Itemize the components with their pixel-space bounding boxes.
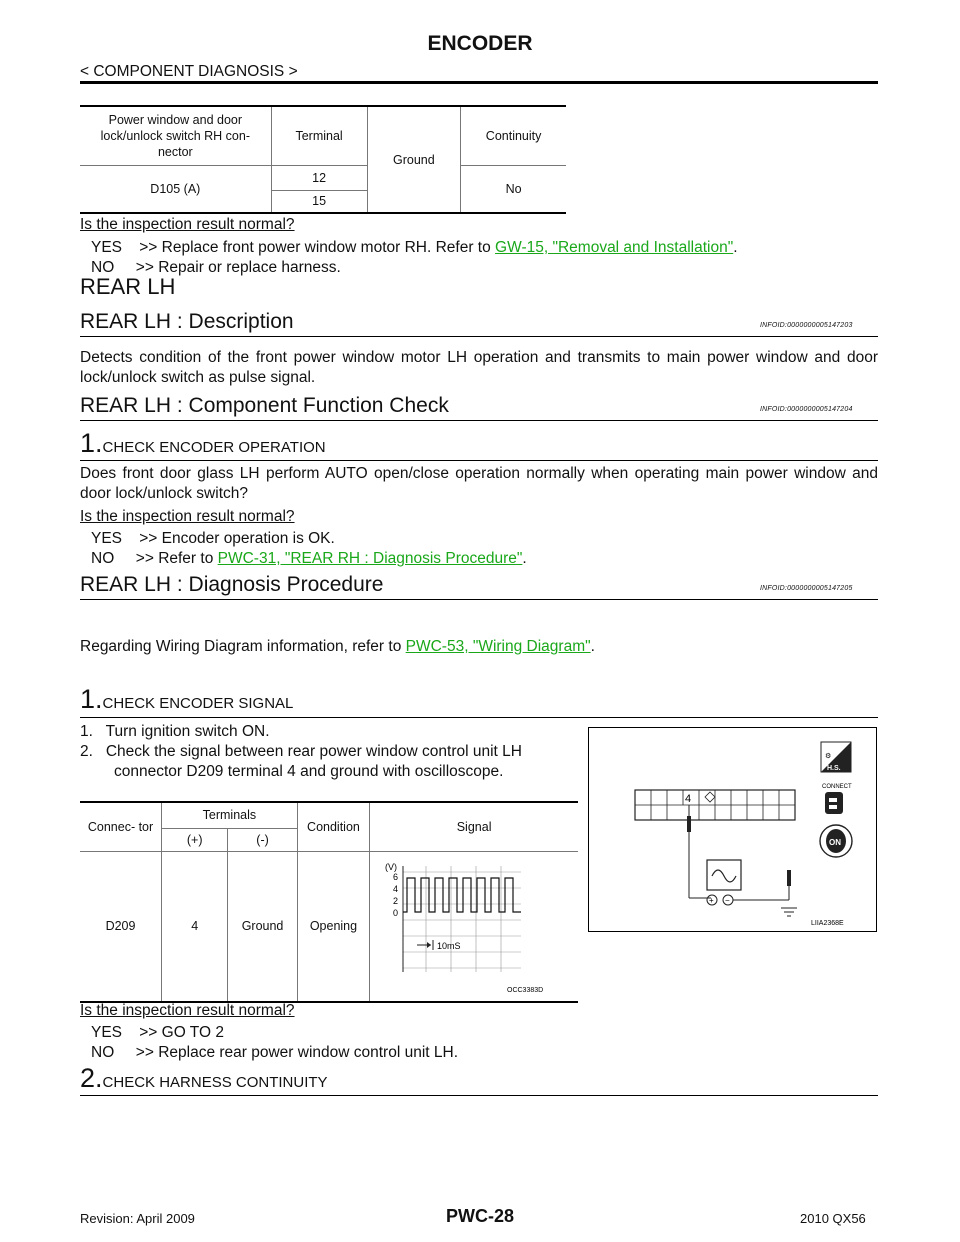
hs-icon xyxy=(821,742,851,772)
answer-no: NO >> Refer to PWC-31, "REAR RH : Diagnosis Procedure". xyxy=(91,550,527,567)
answer-yes: YES >> Encoder operation is OK. xyxy=(91,530,335,547)
divider xyxy=(80,336,878,337)
signal-header-minus: (-) xyxy=(228,828,297,851)
table-cell-connector: D105 (A) xyxy=(80,165,271,212)
table-header-terminal: Terminal xyxy=(271,107,367,165)
description-heading: REAR LH : Description xyxy=(80,310,294,333)
page-number: PWC-28 xyxy=(445,1206,514,1226)
divider xyxy=(80,420,878,421)
answer-no: NO >> Repair or replace harness. xyxy=(91,259,341,276)
header-rule xyxy=(80,81,878,84)
wave-time: 10mS xyxy=(437,940,461,951)
procedure-item-2-cont: connector D209 terminal 4 and ground with oscilloscope. xyxy=(114,763,504,780)
inspection-question: Is the inspection result normal? xyxy=(80,508,295,525)
svg-text:H.S.: H.S. xyxy=(827,765,841,772)
table-header-connector: Power window and door lock/unlock switch RH con- nector xyxy=(100,112,250,159)
oscilloscope-diagram xyxy=(589,728,876,931)
wave-unit: (V) xyxy=(385,861,398,872)
svg-text:CONNECT: CONNECT xyxy=(822,784,852,790)
procedure-item-2: 2. Check the signal between rear power window control unit LH xyxy=(80,743,522,760)
pin-label: 4 xyxy=(685,793,692,805)
page-title: ENCODER xyxy=(427,32,533,55)
signal-header-connector: Connec- tor xyxy=(87,819,154,834)
section-heading: REAR LH xyxy=(80,274,176,299)
table-cell-terminal: 15 xyxy=(271,190,367,212)
step-1-heading: 1.CHECK ENCODER OPERATION xyxy=(80,428,326,458)
figure-code: LIIA2368E xyxy=(811,920,844,927)
inspection-question: Is the inspection result normal? xyxy=(80,1002,295,1019)
function-check-heading: REAR LH : Component Function Check xyxy=(80,394,449,417)
answer-yes: YES >> GO TO 2 xyxy=(91,1024,224,1041)
step-1-body: Does front door glass LH perform AUTO open/close operation normally when operating main power window and door lock/unlock switch? xyxy=(80,465,878,502)
link-pwc-53[interactable]: PWC-53, "Wiring Diagram" xyxy=(405,638,591,655)
wave-code: OCC3383D xyxy=(507,986,544,994)
signal-cell-minus: Ground xyxy=(228,851,297,1001)
wave-tick: 0 xyxy=(393,907,399,918)
signal-header-signal: Signal xyxy=(370,803,578,851)
procedure-item-1: 1. Turn ignition switch ON. xyxy=(80,723,270,740)
table-cell-continuity: No xyxy=(461,165,566,212)
wiring-reference: Regarding Wiring Diagram information, refer to PWC-53, "Wiring Diagram". xyxy=(80,638,595,655)
svg-text:−: − xyxy=(725,896,730,905)
wave-tick: 6 xyxy=(393,871,399,882)
ignition-on-icon xyxy=(820,825,852,857)
infoid: INFOID:0000000005147203 xyxy=(760,322,853,329)
answer-yes: YES >> Replace front power window motor RH. Refer to GW-15, "Removal and Installation". xyxy=(91,239,738,256)
connect-icon xyxy=(822,784,852,814)
signal-cell-connector: D209 xyxy=(80,851,162,1001)
revision-date: Revision: April 2009 xyxy=(80,1211,195,1226)
step-1-heading: 1.CHECK ENCODER SIGNAL xyxy=(80,684,294,714)
signal-header-condition: Condition xyxy=(297,803,369,851)
divider xyxy=(80,599,878,600)
link-gw-15[interactable]: GW-15, "Removal and Installation" xyxy=(495,239,734,256)
answer-no: NO >> Replace rear power window control unit LH. xyxy=(91,1044,459,1061)
waveform-graph xyxy=(371,852,577,998)
signal-header-terminals: Terminals xyxy=(162,803,298,828)
signal-cell-condition: Opening xyxy=(297,851,369,1001)
signal-cell-plus: 4 xyxy=(162,851,228,1001)
model-year: 2010 QX56 xyxy=(800,1211,866,1226)
svg-text:+: + xyxy=(709,896,714,905)
signal-table xyxy=(80,801,578,1003)
signal-header-plus: (+) xyxy=(162,828,228,851)
divider xyxy=(80,1095,878,1096)
wave-tick: 2 xyxy=(393,895,399,906)
breadcrumb: < COMPONENT DIAGNOSIS > xyxy=(80,63,298,80)
step-2-heading: 2.CHECK HARNESS CONTINUITY xyxy=(80,1063,328,1093)
connection-figure xyxy=(588,727,877,932)
svg-text:⚙: ⚙ xyxy=(825,753,832,760)
signal-cell-waveform xyxy=(370,851,578,1001)
table-header-ground: Ground xyxy=(367,107,461,212)
link-pwc-31[interactable]: PWC-31, "REAR RH : Diagnosis Procedure" xyxy=(217,550,523,567)
table-cell-terminal: 12 xyxy=(271,165,367,190)
inspection-question: Is the inspection result normal? xyxy=(80,216,295,233)
diagnosis-heading: REAR LH : Diagnosis Procedure xyxy=(80,573,384,596)
divider xyxy=(80,717,878,718)
continuity-table xyxy=(80,105,566,214)
svg-text:ON: ON xyxy=(829,838,841,847)
table-header-continuity: Continuity xyxy=(461,107,566,165)
description-body: Detects condition of the front power window motor LH operation and transmits to main power window and door lock/unlock switch as pulse signal. xyxy=(80,349,878,386)
wave-tick: 4 xyxy=(393,883,399,894)
divider xyxy=(80,460,878,461)
infoid: INFOID:0000000005147205 xyxy=(760,585,853,592)
infoid: INFOID:0000000005147204 xyxy=(760,406,853,413)
